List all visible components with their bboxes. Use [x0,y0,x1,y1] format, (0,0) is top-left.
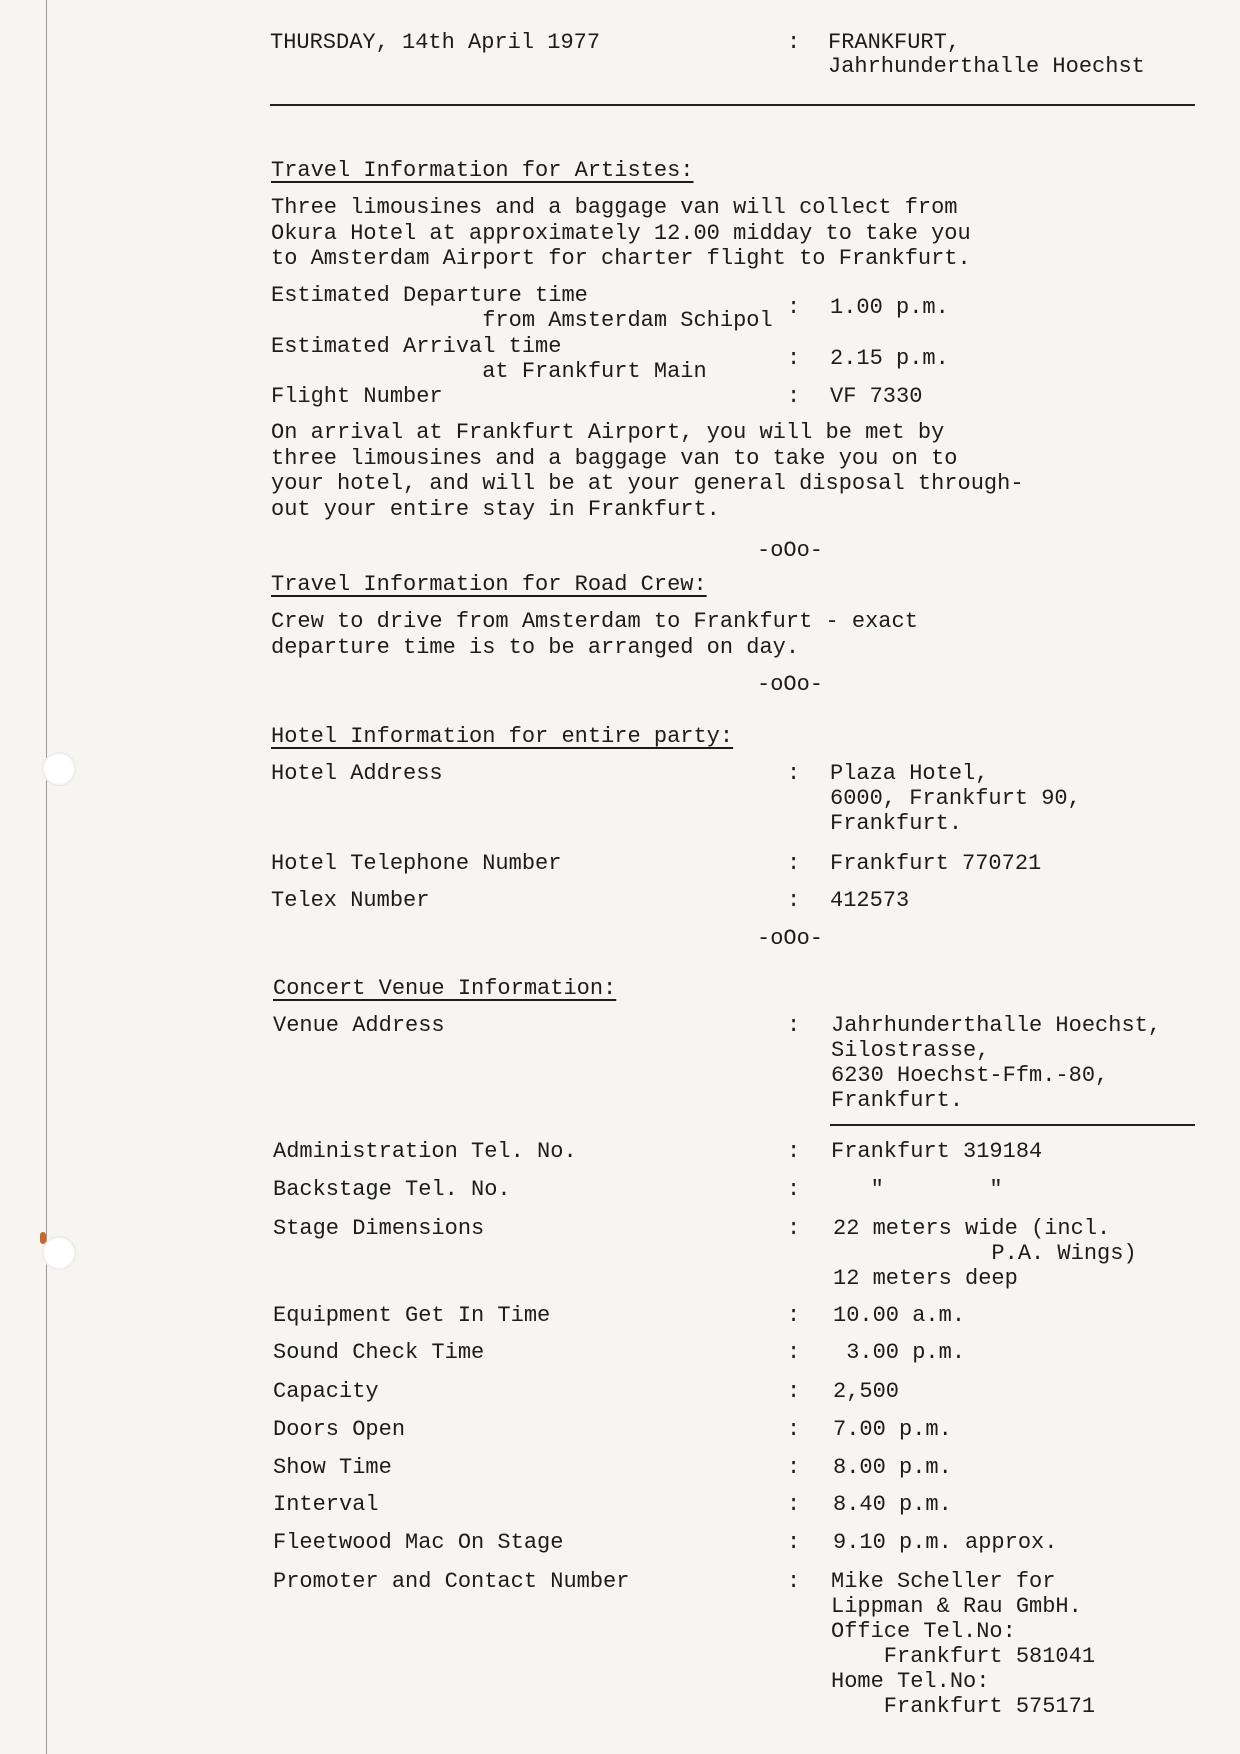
telex-colon: : [787,888,801,913]
venue-address-label: Venue Address [273,1013,445,1038]
backstage-tel-value: " " [831,1177,1003,1202]
arrival-time-value: 2.15 p.m. [830,346,949,371]
show-time-label: Show Time [273,1455,392,1480]
flight-number-label: Flight Number [271,384,443,409]
capacity-value: 2,500 [833,1379,900,1404]
hotel-address-value: Plaza Hotel, 6000, Frankfurt 90, Frankfurt. [830,761,1081,836]
sound-check-colon: : [787,1340,801,1365]
admin-tel-label: Administration Tel. No. [273,1139,577,1164]
artistes-outro: On arrival at Frankfurt Airport, you will be met by three limousines and a baggage van to take you on to your hotel, and will be at your general disposal through- out your entire stay in Frankfurt. [271,420,1024,522]
admin-tel-value: Frankfurt 319184 [831,1139,1043,1164]
venue-address-rule [830,1124,1195,1126]
interval-value: 8.40 p.m. [833,1492,952,1517]
interval-label: Interval [273,1492,379,1517]
sound-check-value: 3.00 p.m. [833,1340,966,1365]
backstage-tel-colon: : [787,1177,801,1202]
show-time-value: 8.00 p.m. [833,1455,952,1480]
promoter-label: Promoter and Contact Number [273,1569,630,1594]
capacity-label: Capacity [273,1379,379,1404]
departure-time-value: 1.00 p.m. [830,295,949,320]
on-stage-value: 9.10 p.m. approx. [833,1530,1058,1555]
show-time-colon: : [787,1455,801,1480]
telex-number-label: Telex Number [271,888,430,913]
hotel-telephone-colon: : [787,851,801,876]
hotel-heading: Hotel Information for entire party: [271,724,734,749]
arrival-colon: : [787,346,801,371]
artistes-heading: Travel Information for Artistes: [271,158,694,183]
header-city: FRANKFURT, [828,30,961,55]
admin-tel-colon: : [787,1139,801,1164]
road-crew-text: Crew to drive from Amsterdam to Frankfurt - exact departure time is to be arranged on day. [271,609,918,660]
header-venue: Jahrhunderthalle Hoechst [828,54,1145,79]
hotel-address-colon: : [787,761,801,786]
venue-address-value: Jahrhunderthalle Hoechst, Silostrasse, 6230 Hoechst-Ffm.-80, Frankfurt. [831,1013,1162,1113]
stage-dimensions-colon: : [787,1216,801,1241]
arrival-time-label: Estimated Arrival time at Frankfurt Main [271,334,707,384]
header-date: THURSDAY, 14th April 1977 [270,30,601,55]
stage-dimensions-value: 22 meters wide (incl. P.A. Wings) 12 meters deep [833,1216,1137,1291]
equipment-get-in-colon: : [787,1303,801,1328]
departure-colon: : [787,295,801,320]
header-rule [270,104,1195,106]
equipment-get-in-label: Equipment Get In Time [273,1303,551,1328]
hotel-address-label: Hotel Address [271,761,443,786]
equipment-get-in-value: 10.00 a.m. [833,1303,966,1328]
punch-hole-upper [42,752,76,786]
rust-stain [40,1232,46,1244]
road-crew-heading: Travel Information for Road Crew: [271,572,707,597]
header-colon: : [787,30,801,55]
hotel-telephone-label: Hotel Telephone Number [271,851,562,876]
separator-2: -oOo- [757,672,824,697]
sound-check-label: Sound Check Time [273,1340,485,1365]
separator-3: -oOo- [757,926,824,951]
venue-address-colon: : [787,1013,801,1038]
binder-margin-line [46,0,47,1754]
backstage-tel-label: Backstage Tel. No. [273,1177,511,1202]
on-stage-colon: : [787,1530,801,1555]
promoter-colon: : [787,1569,801,1594]
departure-time-label: Estimated Departure time from Amsterdam Schipol [271,283,773,333]
doors-open-colon: : [787,1417,801,1442]
concert-heading: Concert Venue Information: [273,976,617,1001]
flight-number-value: VF 7330 [830,384,923,409]
doors-open-value: 7.00 p.m. [833,1417,952,1442]
punch-hole-lower [42,1236,76,1270]
on-stage-label: Fleetwood Mac On Stage [273,1530,564,1555]
hotel-telephone-value: Frankfurt 770721 [830,851,1042,876]
promoter-value: Mike Scheller for Lippman & Rau GmbH. Office Tel.No: Frankfurt 581041 Home Tel.No: Frankfurt 575171 [831,1569,1096,1719]
separator-1: -oOo- [757,538,824,563]
capacity-colon: : [787,1379,801,1404]
interval-colon: : [787,1492,801,1517]
telex-number-value: 412573 [830,888,910,913]
flight-colon: : [787,384,801,409]
artistes-intro: Three limousines and a baggage van will collect from Okura Hotel at approximately 12.00 midday to take you to Amsterdam Airport for charter flight to Frankfurt. [271,195,971,271]
doors-open-label: Doors Open [273,1417,406,1442]
stage-dimensions-label: Stage Dimensions [273,1216,485,1241]
